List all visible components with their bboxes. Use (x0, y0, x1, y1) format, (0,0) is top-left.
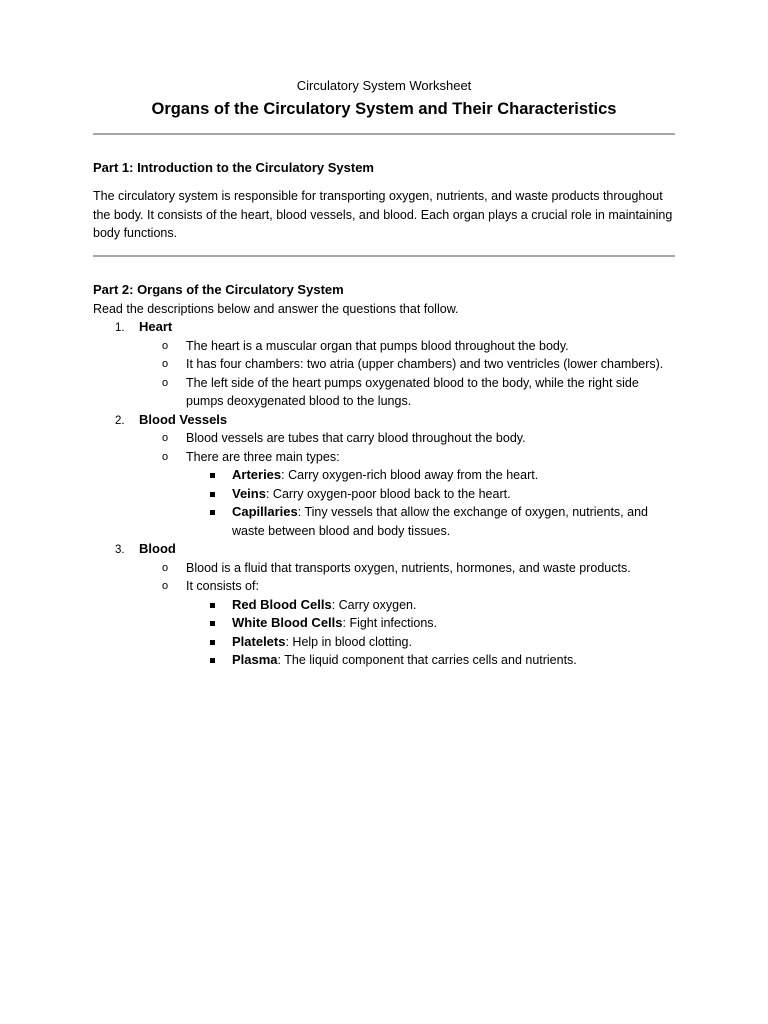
organ-point-text: The heart is a muscular organ that pumps blood throughout the body. (186, 338, 569, 353)
square-bullet-icon (210, 510, 215, 515)
organ-point (139, 448, 675, 541)
organ-point-text: It consists of: (186, 579, 259, 593)
part1-body: The circulatory system is responsible for transporting oxygen, nutrients, and waste products throughout the body. It consists of the heart, blood vessels, and blood. Each organ plays a crucial role in maintaining body functions. (93, 189, 673, 240)
square-bullet-icon (210, 621, 215, 626)
organ-point (139, 337, 675, 356)
organ-item (93, 540, 675, 670)
organ-name: Blood Vessels (139, 411, 228, 427)
organ-point-text: The left side of the heart pumps oxygenated blood to the body, while the right side pumps deoxygenated blood to the lungs. (186, 375, 639, 408)
type-item (186, 633, 675, 652)
worksheet-title: Organs of the Circulatory System and Their Characteristics (151, 100, 617, 118)
type-list (186, 466, 675, 540)
organ-item (93, 411, 675, 541)
type-description: : Tiny vessels that allow the exchange of oxygen, nutrients, and waste between blood and body tissues. (232, 505, 648, 538)
type-description: : The liquid component that carries cells and nutrients. (277, 653, 577, 667)
organ-point (139, 355, 675, 374)
type-item (186, 485, 675, 504)
type-list (186, 596, 675, 670)
type-term: Capillaries (232, 504, 298, 519)
type-term: Platelets (232, 633, 286, 649)
type-item (186, 466, 675, 485)
type-item (186, 596, 675, 615)
organ-points (139, 559, 675, 670)
circle-bullet-icon: o (162, 339, 169, 352)
worksheet-subtitle: Circulatory System Worksheet (296, 78, 472, 93)
organ-point-text: There are three main types: (186, 449, 340, 464)
divider-line (93, 255, 675, 257)
circle-bullet-icon: o (162, 561, 169, 574)
organ-point (139, 559, 675, 578)
organ-number: 3. (115, 544, 125, 556)
divider-line (93, 133, 675, 135)
organ-item (93, 318, 675, 411)
square-bullet-icon (210, 658, 215, 663)
type-description: : Help in blood clotting. (285, 634, 412, 649)
part2-heading: Part 2: Organs of the Circulatory System (93, 281, 344, 297)
part2-instructions: Read the descriptions below and answer the questions that follow. (93, 301, 459, 316)
organ-point-text: Blood is a fluid that transports oxygen, nutrients, hormones, and waste products. (186, 560, 631, 575)
type-term: Red Blood Cells (232, 596, 332, 612)
organ-name: Blood (139, 541, 176, 556)
square-bullet-icon (210, 492, 215, 497)
type-term: White Blood Cells (232, 615, 343, 630)
type-term: Veins (232, 485, 266, 501)
circle-bullet-icon: o (162, 432, 169, 444)
organ-point (139, 374, 675, 411)
type-description: : Fight infections. (342, 616, 437, 630)
type-description: : Carry oxygen-poor blood back to the heart. (265, 486, 511, 501)
type-item (186, 651, 675, 670)
type-description: : Carry oxygen. (331, 597, 417, 612)
organ-point-text: Blood vessels are tubes that carry blood throughout the body. (186, 431, 526, 445)
organ-points (139, 337, 675, 411)
part1-heading: Part 1: Introduction to the Circulatory System (93, 160, 374, 175)
organ-number: 1. (115, 322, 125, 334)
circle-bullet-icon: o (162, 358, 169, 370)
type-description: : Carry oxygen-rich blood away from the heart. (281, 468, 539, 482)
organ-point (139, 577, 675, 670)
type-term: Plasma (232, 652, 278, 667)
square-bullet-icon (210, 603, 215, 608)
organ-point-text: It has four chambers: two atria (upper chambers) and two ventricles (lower chambers). (186, 357, 664, 371)
square-bullet-icon (210, 473, 215, 478)
organ-name: Heart (139, 319, 173, 334)
organ-list (93, 318, 675, 670)
type-item (186, 503, 675, 540)
organ-point (139, 429, 675, 448)
type-item (186, 614, 675, 633)
square-bullet-icon (210, 640, 215, 645)
circle-bullet-icon: o (162, 580, 169, 592)
organ-number: 2. (115, 414, 125, 427)
circle-bullet-icon: o (162, 450, 169, 463)
type-term: Arteries (232, 467, 282, 482)
organ-points (139, 429, 675, 540)
circle-bullet-icon: o (162, 376, 169, 389)
